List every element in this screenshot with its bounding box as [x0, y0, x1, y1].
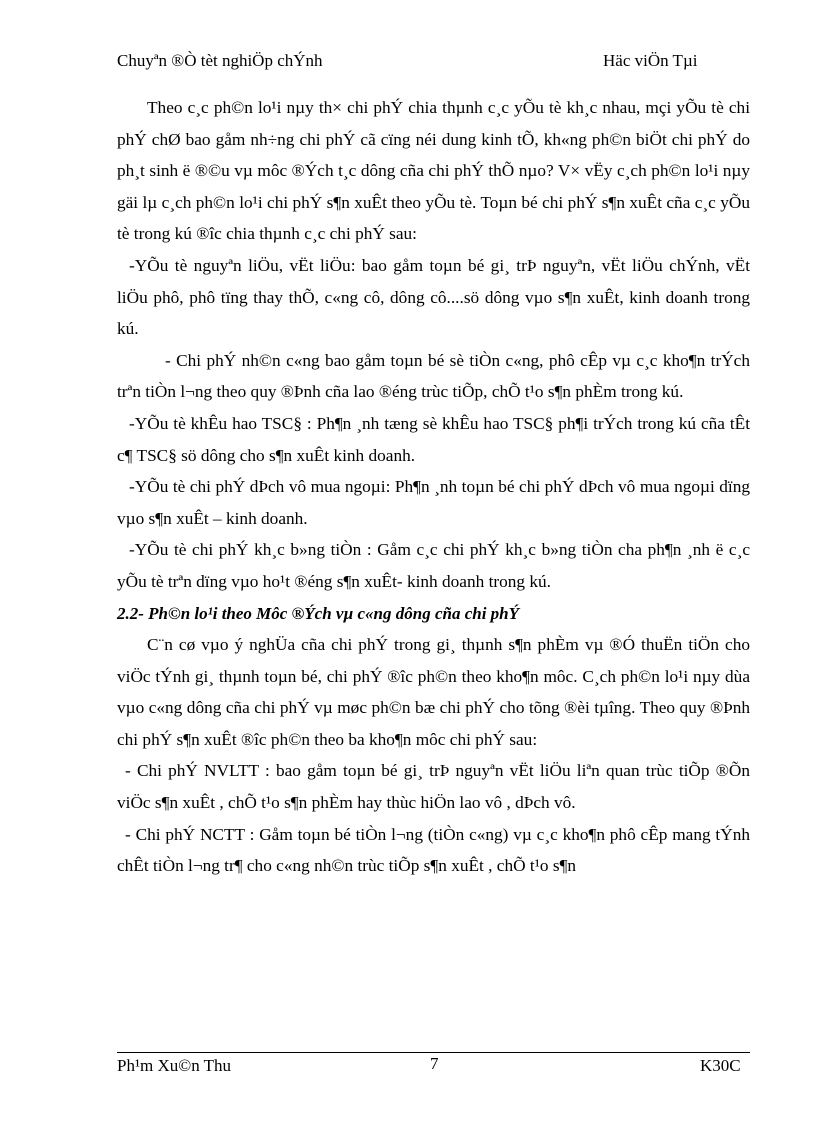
footer-divider — [117, 1052, 750, 1053]
header-left: Chuyªn ®Ò tèt nghiÖp chÝnh — [117, 51, 323, 70]
paragraph-8: - Chi phÝ NVLTT : bao gåm toµn bé gi¸ trÞ nguyªn vËt liÖu liªn quan trùc tiÕp ®Õn viÖc s¶n xuÊt , chÕ t¹o s¶n phÈm hay thùc hiÖn lao vô , dÞch vô. — [117, 761, 750, 813]
paragraph-2: -YÕu tè nguyªn liÖu, vËt liÖu: bao gåm toµn bé gi¸ trÞ nguyªn, vËt liÖu chÝnh, vËt liÖu phô, phô tïng thay thÕ, c«ng cô, dông cô....sö dông vµo s¶n xuÊt, kinh doanh trong kú. — [117, 255, 750, 339]
paragraph-5: -YÕu tè chi phÝ dÞch vô mua ngoµi: Ph¶n ¸nh toµn bé chi phÝ dÞch vô mua ngoµi dïng vµo s¶n xuÊt – kinh doanh. — [117, 477, 750, 528]
paragraph-1: Theo c¸c ph©n lo¹i nµy th× chi phÝ chia thµnh c¸c yÕu tè kh¸c nhau, mçi yÕu tè chi phÝ chØ bao gåm nh÷ng chi phÝ cã cïng néi dung kinh tÕ, kh«ng ph©n biÖt chi phÝ do ph¸t sinh ë ®©u vµ môc ®Ých t¸c dông cña chi phÝ thÕ nµo? V× vËy c¸ch ph©n lo¹i nµy gäi lµ c¸ch ph©n lo¹i chi phÝ s¶n xuÊt theo yÕu tè. Toµn bé chi phÝ s¶n xuÊt cña c¸c yÕu tè trong kú ®îc chia thµnh c¸c chi phÝ sau: — [117, 98, 750, 244]
paragraph-3: - Chi phÝ nh©n c«ng bao gåm toµn bé sè tiÒn c«ng, phô cÊp vµ c¸c kho¶n trÝch trªn tiÒn l¬ng theo quy ®Þnh cña lao ®éng trùc tiÕp, chÕ t¹o s¶n phÈm trong kú. — [117, 350, 750, 402]
paragraph-6: -YÕu tè chi phÝ kh¸c b»ng tiÒn : Gåm c¸c chi phÝ kh¸c b»ng tiÒn cha ph¶n ¸nh ë c¸c yÕu tè trªn dïng vµo ho¹t ®éng s¶n xuÊt- kinh doanh trong kú. — [117, 540, 750, 591]
footer-page-number: 7 — [430, 1054, 439, 1073]
document-body — [117, 92, 750, 882]
paragraph-4: -YÕu tè khÊu hao TSC§ : Ph¶n ¸nh tæng sè khÊu hao TSC§ ph¶i trÝch trong kú cña tÊt c¶ TSC§ sö dông cho s¶n xuÊt kinh doanh. — [117, 413, 750, 465]
paragraph-7: C¨n cø vµo ý nghÜa cña chi phÝ trong gi¸ thµnh s¶n phÈm vµ ®Ó thuËn tiÖn cho viÖc tÝnh gi¸ thµnh toµn bé, chi phÝ ®îc ph©n theo kho¶n môc. C¸ch ph©n lo¹i nµy dùa vµo c«ng dông cña chi phÝ vµ møc ph©n bæ chi phÝ cho tõng ®èi tµîng. Theo quy ®Þnh chi phÝ s¶n xuÊt ®îc ph©n theo ba kho¶n môc chi phÝ sau: — [117, 635, 750, 749]
section-heading: 2.2- Ph©n lo¹i theo Môc ®Ých vµ c«ng dông cña chi phÝ — [117, 603, 520, 623]
footer-class: K30C — [700, 1056, 741, 1075]
footer-author: Ph¹m Xu©n Thu — [117, 1056, 232, 1075]
header-right: Häc viÖn Tµi — [603, 51, 698, 70]
paragraph-9: - Chi phÝ NCTT : Gåm toµn bé tiÒn l¬ng (tiÒn c«ng) vµ c¸c kho¶n phô cÊp mang tÝnh chÊt tiÒn l¬ng tr¶ cho c«ng nh©n trùc tiÕp s¶n xuÊt , chÕ t¹o s¶n — [117, 824, 750, 876]
